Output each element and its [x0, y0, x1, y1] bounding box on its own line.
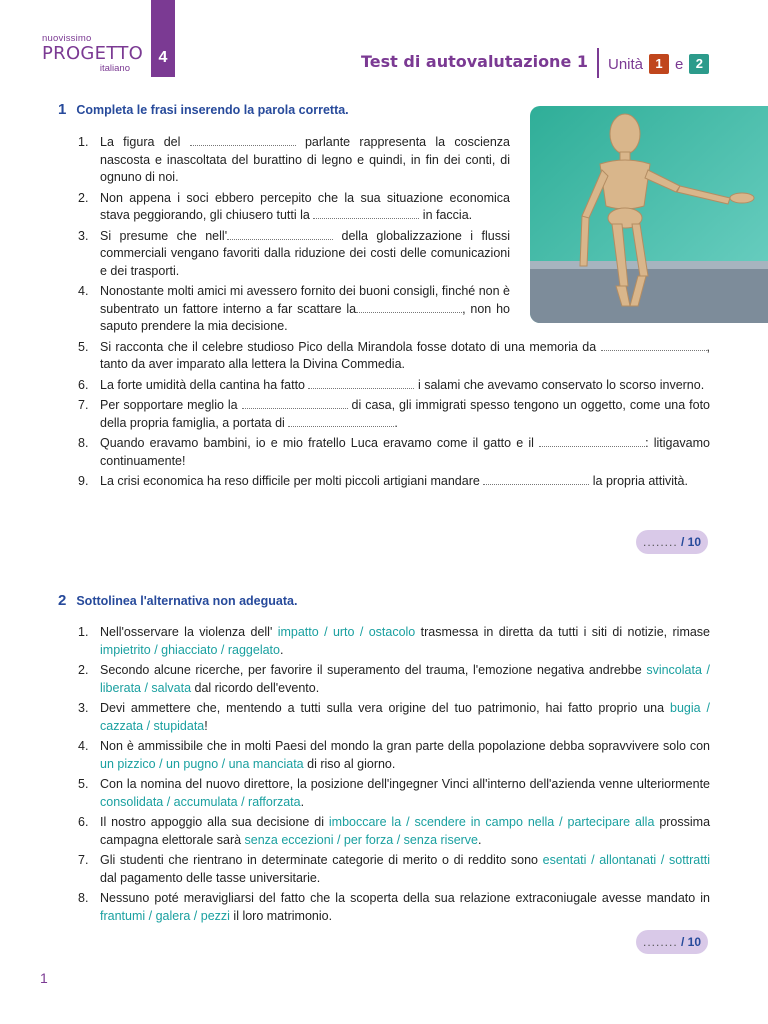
option-separator: / [150, 642, 162, 657]
item-text-segment: dal pagamento delle tasse universitarie. [100, 870, 321, 885]
alternative-option[interactable]: galera [155, 908, 191, 923]
option-separator: / [354, 625, 369, 639]
exercise-2-heading [58, 592, 297, 609]
item-number: 6. [78, 815, 89, 829]
exercise-2-item [78, 814, 710, 849]
item-text [100, 624, 710, 659]
exercise-1-list [78, 134, 711, 494]
item-number: 7. [78, 398, 89, 412]
option-separator: / [155, 756, 167, 771]
page-title: Test di autovalutazione 1 [361, 52, 588, 71]
item-text [100, 814, 710, 849]
item-text [100, 283, 510, 336]
brand-line1: nuovissimo [42, 33, 92, 44]
alternative-option[interactable]: ostacolo [368, 625, 416, 639]
answer-blank[interactable] [308, 378, 414, 389]
item-number: 5. [78, 777, 89, 791]
item-number: 4. [78, 284, 89, 298]
item-number: 1. [78, 135, 89, 149]
item-text-segment: parlante rappresenta la coscienza nascosta e inascoltata del burattino di legno e quindi, in fin dei conti, di ognuno di noi. [100, 135, 510, 184]
item-text-segment: La crisi economica ha reso difficile per molti piccoli artigiani mandare [100, 474, 484, 488]
exercise-2-score-blank[interactable]: ........ [642, 935, 678, 949]
exercise-2-item [78, 624, 710, 659]
exercise-1-item [78, 190, 510, 225]
option-separator: / [333, 832, 344, 847]
item-text-segment: Il nostro appoggio alla sua decisione di [100, 815, 329, 829]
alternative-option[interactable]: bugia [670, 701, 701, 715]
answer-blank[interactable] [356, 302, 462, 313]
exercise-1-item [78, 283, 510, 336]
alternative-option[interactable]: svincolata [646, 663, 702, 677]
alternative-option[interactable]: allontanati [599, 853, 657, 867]
answer-blank[interactable] [483, 474, 589, 485]
item-number: 5. [78, 339, 89, 354]
item-text-segment: , tanto da aver imparato alla lettera la Divina Commedia. [100, 339, 710, 371]
item-text [100, 738, 710, 773]
alternative-option[interactable]: urto [332, 625, 355, 639]
exercise-2-item [78, 776, 710, 811]
option-separator: / [190, 908, 201, 923]
item-number: 2. [78, 190, 89, 205]
item-text [100, 339, 710, 374]
item-text-segment: Nessuno poté meravigliarsi del fatto che la scoperta della sua relazione extraconiugale avesse mandato in [100, 891, 710, 905]
exercise-2-item [78, 700, 710, 735]
item-number: 6. [78, 377, 89, 392]
item-text-segment: . [478, 832, 482, 847]
item-text-segment: : litigavamo continuamente! [100, 436, 710, 468]
alternative-option[interactable]: senza riserve [403, 832, 479, 847]
exercise-2-item [78, 890, 710, 925]
answer-blank[interactable] [313, 208, 419, 219]
item-number: 1. [78, 625, 89, 639]
item-text-segment: Si presume che nell' [100, 228, 228, 243]
item-text-segment: Si racconta che il celebre studioso Pico della Mirandola fosse dotato di una memoria da [100, 339, 601, 354]
exercise-1-score[interactable] [636, 530, 708, 554]
item-text-segment: prossima campagna elettorale sarà [100, 815, 711, 847]
item-text-segment: . [279, 642, 284, 657]
item-text-segment: . [394, 415, 398, 430]
alternative-option[interactable]: imboccare la [328, 815, 402, 829]
item-number: 8. [78, 436, 89, 450]
alternative-option[interactable]: ghiacciato [161, 642, 218, 657]
item-text-segment: . [300, 794, 305, 809]
option-separator: / [217, 642, 228, 657]
item-text [100, 377, 710, 395]
volume-tab [151, 0, 175, 77]
exercise-1-item [78, 397, 710, 432]
option-separator: / [554, 815, 568, 829]
item-text-segment: Per sopportare meglio la [100, 398, 242, 412]
units-conj: e [675, 55, 684, 73]
brand-line3: italiano [99, 63, 130, 74]
alternative-option[interactable]: impietrito [100, 642, 151, 657]
item-text [100, 190, 510, 225]
item-number: 3. [78, 701, 89, 715]
alternative-option[interactable]: esentati [542, 853, 587, 867]
exercise-1-item [78, 134, 510, 187]
item-text-segment: Devi ammettere che, mentendo a tutti sulla vera origine del tuo patrimonio, hai fatto proprio una [100, 701, 670, 715]
item-text-segment: della globalizzazione i flussi commerciali vengano favoriti dalla riduzione dei costi delle comunicazioni e dei trasporti. [100, 228, 510, 278]
item-number: 9. [78, 474, 89, 488]
exercise-2-list [78, 624, 710, 928]
alternative-option[interactable]: stupidata [153, 718, 205, 733]
alternative-option[interactable]: pezzi [200, 908, 230, 923]
item-text-segment: Nell'osservare la violenza dell' [100, 625, 278, 639]
item-text [100, 662, 710, 697]
item-text-segment: trasmessa in diretta da tutti i siti di notizie, rimase [415, 625, 711, 639]
exercise-1-score-total: / 10 [681, 535, 702, 549]
option-separator: / [701, 663, 710, 677]
wooden-mannequin-photo [530, 106, 768, 323]
item-text [100, 435, 710, 470]
answer-blank[interactable] [601, 340, 707, 351]
item-text-segment: Nonostante molti amici mi avessero fornito dei buoni consigli, finché non è subentrato un fattore interno a far scattare la [100, 284, 510, 316]
alternative-option[interactable]: sottratti [669, 853, 710, 867]
exercise-1-instruction: Completa le frasi inserendo la parola corretta. [76, 103, 349, 117]
option-separator: / [393, 832, 404, 847]
alternative-option[interactable]: cazzata [100, 718, 144, 733]
alternative-option[interactable]: accumulata [173, 794, 238, 809]
option-separator: / [700, 701, 710, 715]
option-separator: / [401, 815, 415, 829]
item-text [100, 134, 510, 187]
option-separator: / [318, 625, 333, 639]
item-text-segment: , non ho saputo prendere la mia decisione. [100, 301, 510, 333]
unit-badge-1: 1 [649, 54, 669, 74]
answer-blank[interactable] [190, 135, 296, 146]
item-text-segment: il loro matrimonio. [229, 908, 333, 923]
item-text [100, 700, 710, 735]
page-number: 1 [40, 970, 48, 986]
item-text-segment: Con la nomina del nuovo direttore, la posizione dell'ingegner Vinci all'interno dell'azienda venne ulteriormente [100, 777, 710, 791]
item-text-segment: di riso al giorno. [303, 756, 396, 771]
alternative-option[interactable]: senza eccezioni [244, 832, 334, 847]
alternative-option[interactable]: per forza [343, 832, 394, 847]
exercise-2-number: 2 [58, 592, 67, 609]
item-text-segment: La forte umidità della cantina ha fatto [100, 377, 309, 392]
option-separator: / [237, 794, 249, 809]
exercise-1-item [78, 435, 710, 470]
exercise-2-item [78, 852, 710, 887]
alternative-option[interactable]: un pugno [166, 756, 219, 771]
exercise-2-item [78, 738, 710, 773]
item-text [100, 776, 710, 811]
alternative-option[interactable]: salvata [151, 680, 192, 695]
alternative-option[interactable]: impatto [277, 625, 319, 639]
item-text [100, 397, 710, 432]
alternative-option[interactable]: scendere in campo nella [414, 815, 555, 829]
item-text-segment: la propria attività. [589, 474, 688, 488]
item-text-segment: Secondo alcune ricerche, per favorire il superamento del trauma, l'emozione negativa andrebbe [100, 663, 647, 677]
option-separator: / [145, 908, 156, 923]
item-text [100, 890, 710, 925]
answer-blank[interactable] [288, 416, 394, 427]
header-divider [597, 48, 599, 78]
item-text [100, 228, 510, 281]
answer-blank[interactable] [539, 436, 645, 447]
exercise-1-item [78, 228, 510, 281]
exercise-1-number: 1 [58, 101, 67, 118]
alternative-option[interactable]: una manciata [228, 756, 304, 771]
alternative-option[interactable]: rafforzata [248, 794, 301, 809]
item-text-segment: Non è ammissibile che in molti Paesi del mondo la gran parte della popolazione debba sopravvivere solo con [100, 739, 710, 753]
brand-logo [42, 34, 143, 74]
volume-number: 4 [158, 49, 168, 66]
alternative-option[interactable]: un pizzico [100, 756, 156, 771]
item-text-segment: in faccia. [419, 208, 473, 222]
item-number: 8. [78, 891, 89, 905]
item-text-segment: La figura del [100, 135, 190, 149]
item-text-segment: Quando eravamo bambini, io e mio fratello Luca eravamo come il gatto e il [100, 436, 540, 450]
brand-line2: PROGETTO [42, 43, 144, 64]
item-text-segment: ! [204, 718, 208, 733]
item-text-segment: Gli studenti che rientrano in determinate categorie di merito o di reddito sono [100, 853, 543, 867]
exercise-2-score-total: / 10 [681, 935, 702, 949]
alternative-option[interactable]: consolidata [100, 794, 164, 809]
item-number: 7. [78, 853, 89, 867]
item-number: 3. [78, 228, 89, 243]
option-separator: / [586, 853, 600, 867]
item-text-segment: i salami che avevamo conservato lo scorso inverno. [414, 377, 705, 392]
alternative-option[interactable]: raggelato [227, 642, 280, 657]
alternative-option[interactable]: liberata [100, 680, 141, 695]
answer-blank[interactable] [227, 229, 333, 240]
item-text [100, 852, 710, 887]
exercise-2-item [78, 662, 710, 697]
exercise-1-item [78, 473, 710, 491]
option-separator: / [141, 680, 152, 695]
alternative-option[interactable]: frantumi [100, 908, 146, 923]
option-separator: / [656, 853, 669, 867]
answer-blank[interactable] [242, 398, 348, 409]
option-separator: / [163, 794, 174, 809]
exercise-2-score[interactable] [636, 930, 708, 954]
exercise-1-heading [58, 101, 349, 118]
item-number: 2. [78, 663, 89, 677]
alternative-option[interactable]: partecipare alla [567, 815, 655, 829]
units-indicator [608, 54, 709, 74]
item-number: 4. [78, 739, 89, 753]
option-separator: / [218, 756, 229, 771]
exercise-1-score-blank[interactable]: ........ [642, 535, 678, 549]
item-text-segment: di casa, gli immigrati spesso tengono un oggetto, come una foto della propria famiglia, a portata di [100, 398, 711, 430]
item-text [100, 473, 710, 491]
unit-badge-2: 2 [689, 54, 709, 74]
item-text-segment: Non appena i soci ebbero percepito che la sua situazione economica stava peggiorando, gli chiusero tutti la [100, 190, 510, 222]
option-separator: / [143, 718, 154, 733]
exercise-1-item [78, 339, 710, 374]
exercise-2-instruction: Sottolinea l'alternativa non adeguata. [76, 594, 298, 608]
units-label: Unità [608, 55, 644, 73]
exercise-1-item [78, 377, 710, 395]
item-text-segment: dal ricordo dell'evento. [191, 680, 320, 695]
